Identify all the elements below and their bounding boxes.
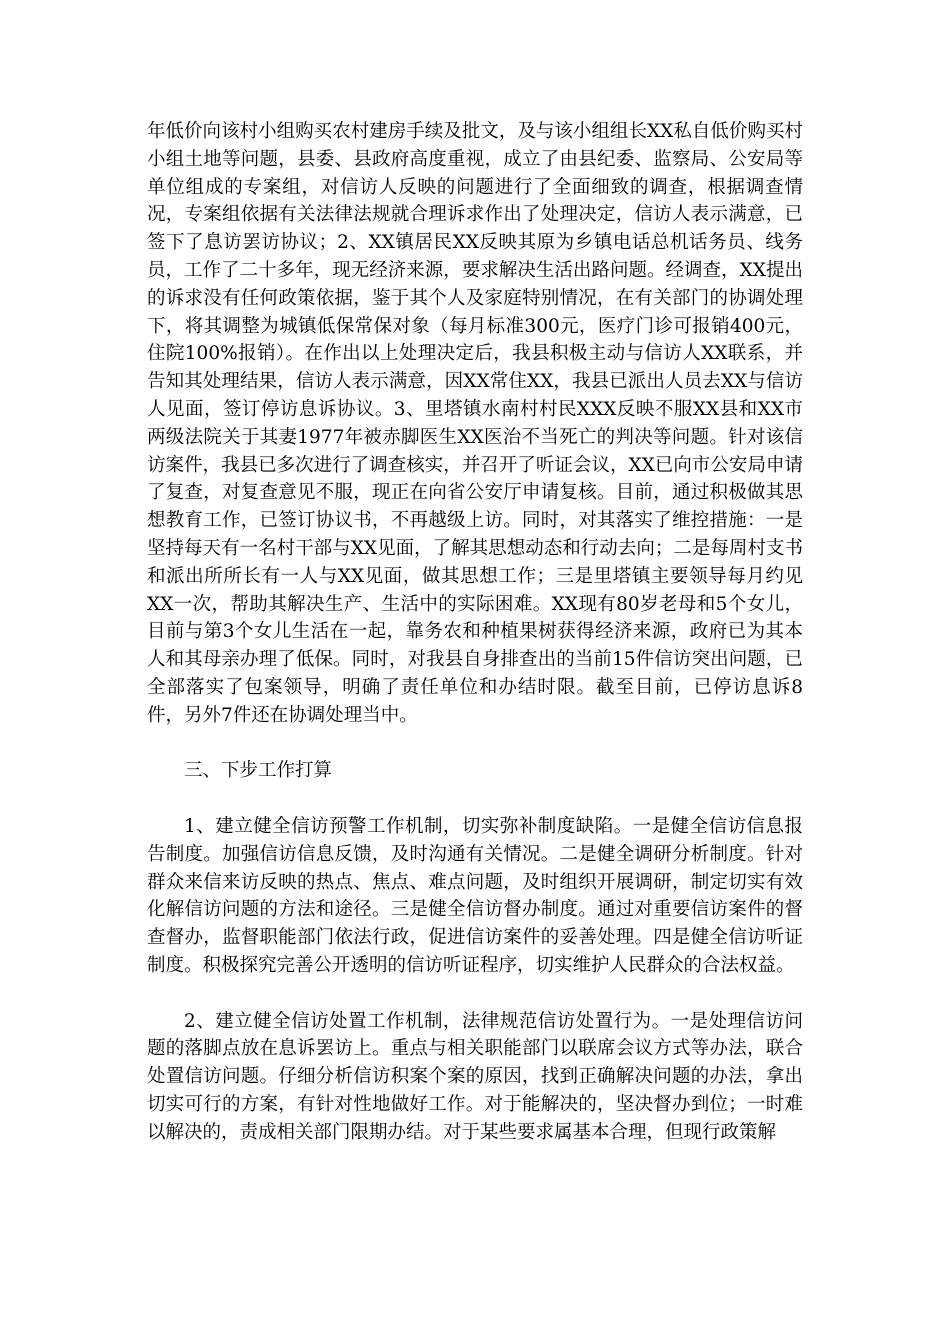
continuation-paragraph: 年低价向该村小组购买农村建房手续及批文，及与该小组组长XX私自低价购买村小组土地等问题，县委、县政府高度重视，成立了由县纪委、监察局、公安局等单位组成的专案组，对信访人反映的问题进行了全面细致的调查，根据调查情况，专案组依据有关法律法规就合理诉求作出了处理决定，信访人表示满意，已签下了息访罢访协议；2、XX镇居民XX反映其原为乡镇电话总机话务员、线务员，工作了二十多年，现无经济来源，要求解决生活出路问题。经调查，XX提出的诉求没有任何政策依据，鉴于其个人及家庭特别情况，在有关部门的协调处理下，将其调整为城镇低保常保对象（每月标准300元，医疗门诊可报销400元，住院100%报销）。在作出以上处理决定后，我县积极主动与信访人XX联系，并告知其处理结果，信访人表示满意，因XX常住XX，我县已派出人员去XX与信访人见面，签订停访息诉协议。3、里塔镇水南村村民XXX反映不服XX县和XX市两级法院关于其妻1977年被赤脚医生XX医治不当死亡的判决等问题。针对该信访案件，我县已多次进行了调查核实，并召开了听证会议，XX已向市公安局申请了复查，对复查意见不服，现正在向省公安厅申请复核。目前，通过积极做其思想教育工作，已签订协议书，不再越级上访。同时，对其落实了维控措施：一是坚持每天有一名村干部与XX见面，了解其思想动态和行动去向；二是每周村支书和派出所所长有一人与XX见面，做其思想工作；三是里塔镇主要领导每月约见XX一次，帮助其解决生产、生活中的实际困难。XX现有80岁老母和5个女儿，目前与第3个女儿生活在一起，靠务农和种植果树获得经济来源，政府已为其本人和其母亲办理了低保。同时，对我县自身排查出的当前15件信访突出问题，已全部落实了包案领导，明确了责任单位和办结时限。截至目前，已停访息诉8件，另外7件还在协调处理当中。 (147, 121, 803, 726)
section-heading: 三、下步工作打算 (184, 760, 333, 782)
paragraph-spacer (147, 730, 803, 758)
paragraph-spacer (147, 980, 803, 1008)
document-body (147, 118, 803, 1146)
paragraph-spacer (147, 785, 803, 813)
paragraph-item-1: 1、建立健全信访预警工作机制，切实弥补制度缺陷。一是健全信访信息报告制度。加强信访信息反馈，及时沟通有关情况。二是健全调研分析制度。针对群众来信来访反映的热点、焦点、难点问题，及时组织开展调研，制定切实有效化解信访问题的方法和途径。三是健全信访督办制度。通过对重要信访案件的督查督办，监督职能部门依法行政，促进信访案件的妥善处理。四是健全信访听证制度。积极探究完善公开透明的信访听证程序，切实维护人民群众的合法权益。 (147, 815, 803, 976)
paragraph-item-2: 2、建立健全信访处置工作机制，法律规范信访处置行为。一是处理信访问题的落脚点放在息诉罢访上。重点与相关职能部门以联席会议方式等办法，联合处置信访问题。仔细分析信访积案个案的原因，找到正确解决问题的办法，拿出切实可行的方案，有针对性地做好工作。对于能解决的，坚决督办到位；一时难以解决的，责成相关部门限期办结。对于某些要求属基本合理，但现行政策解 (147, 1010, 803, 1143)
